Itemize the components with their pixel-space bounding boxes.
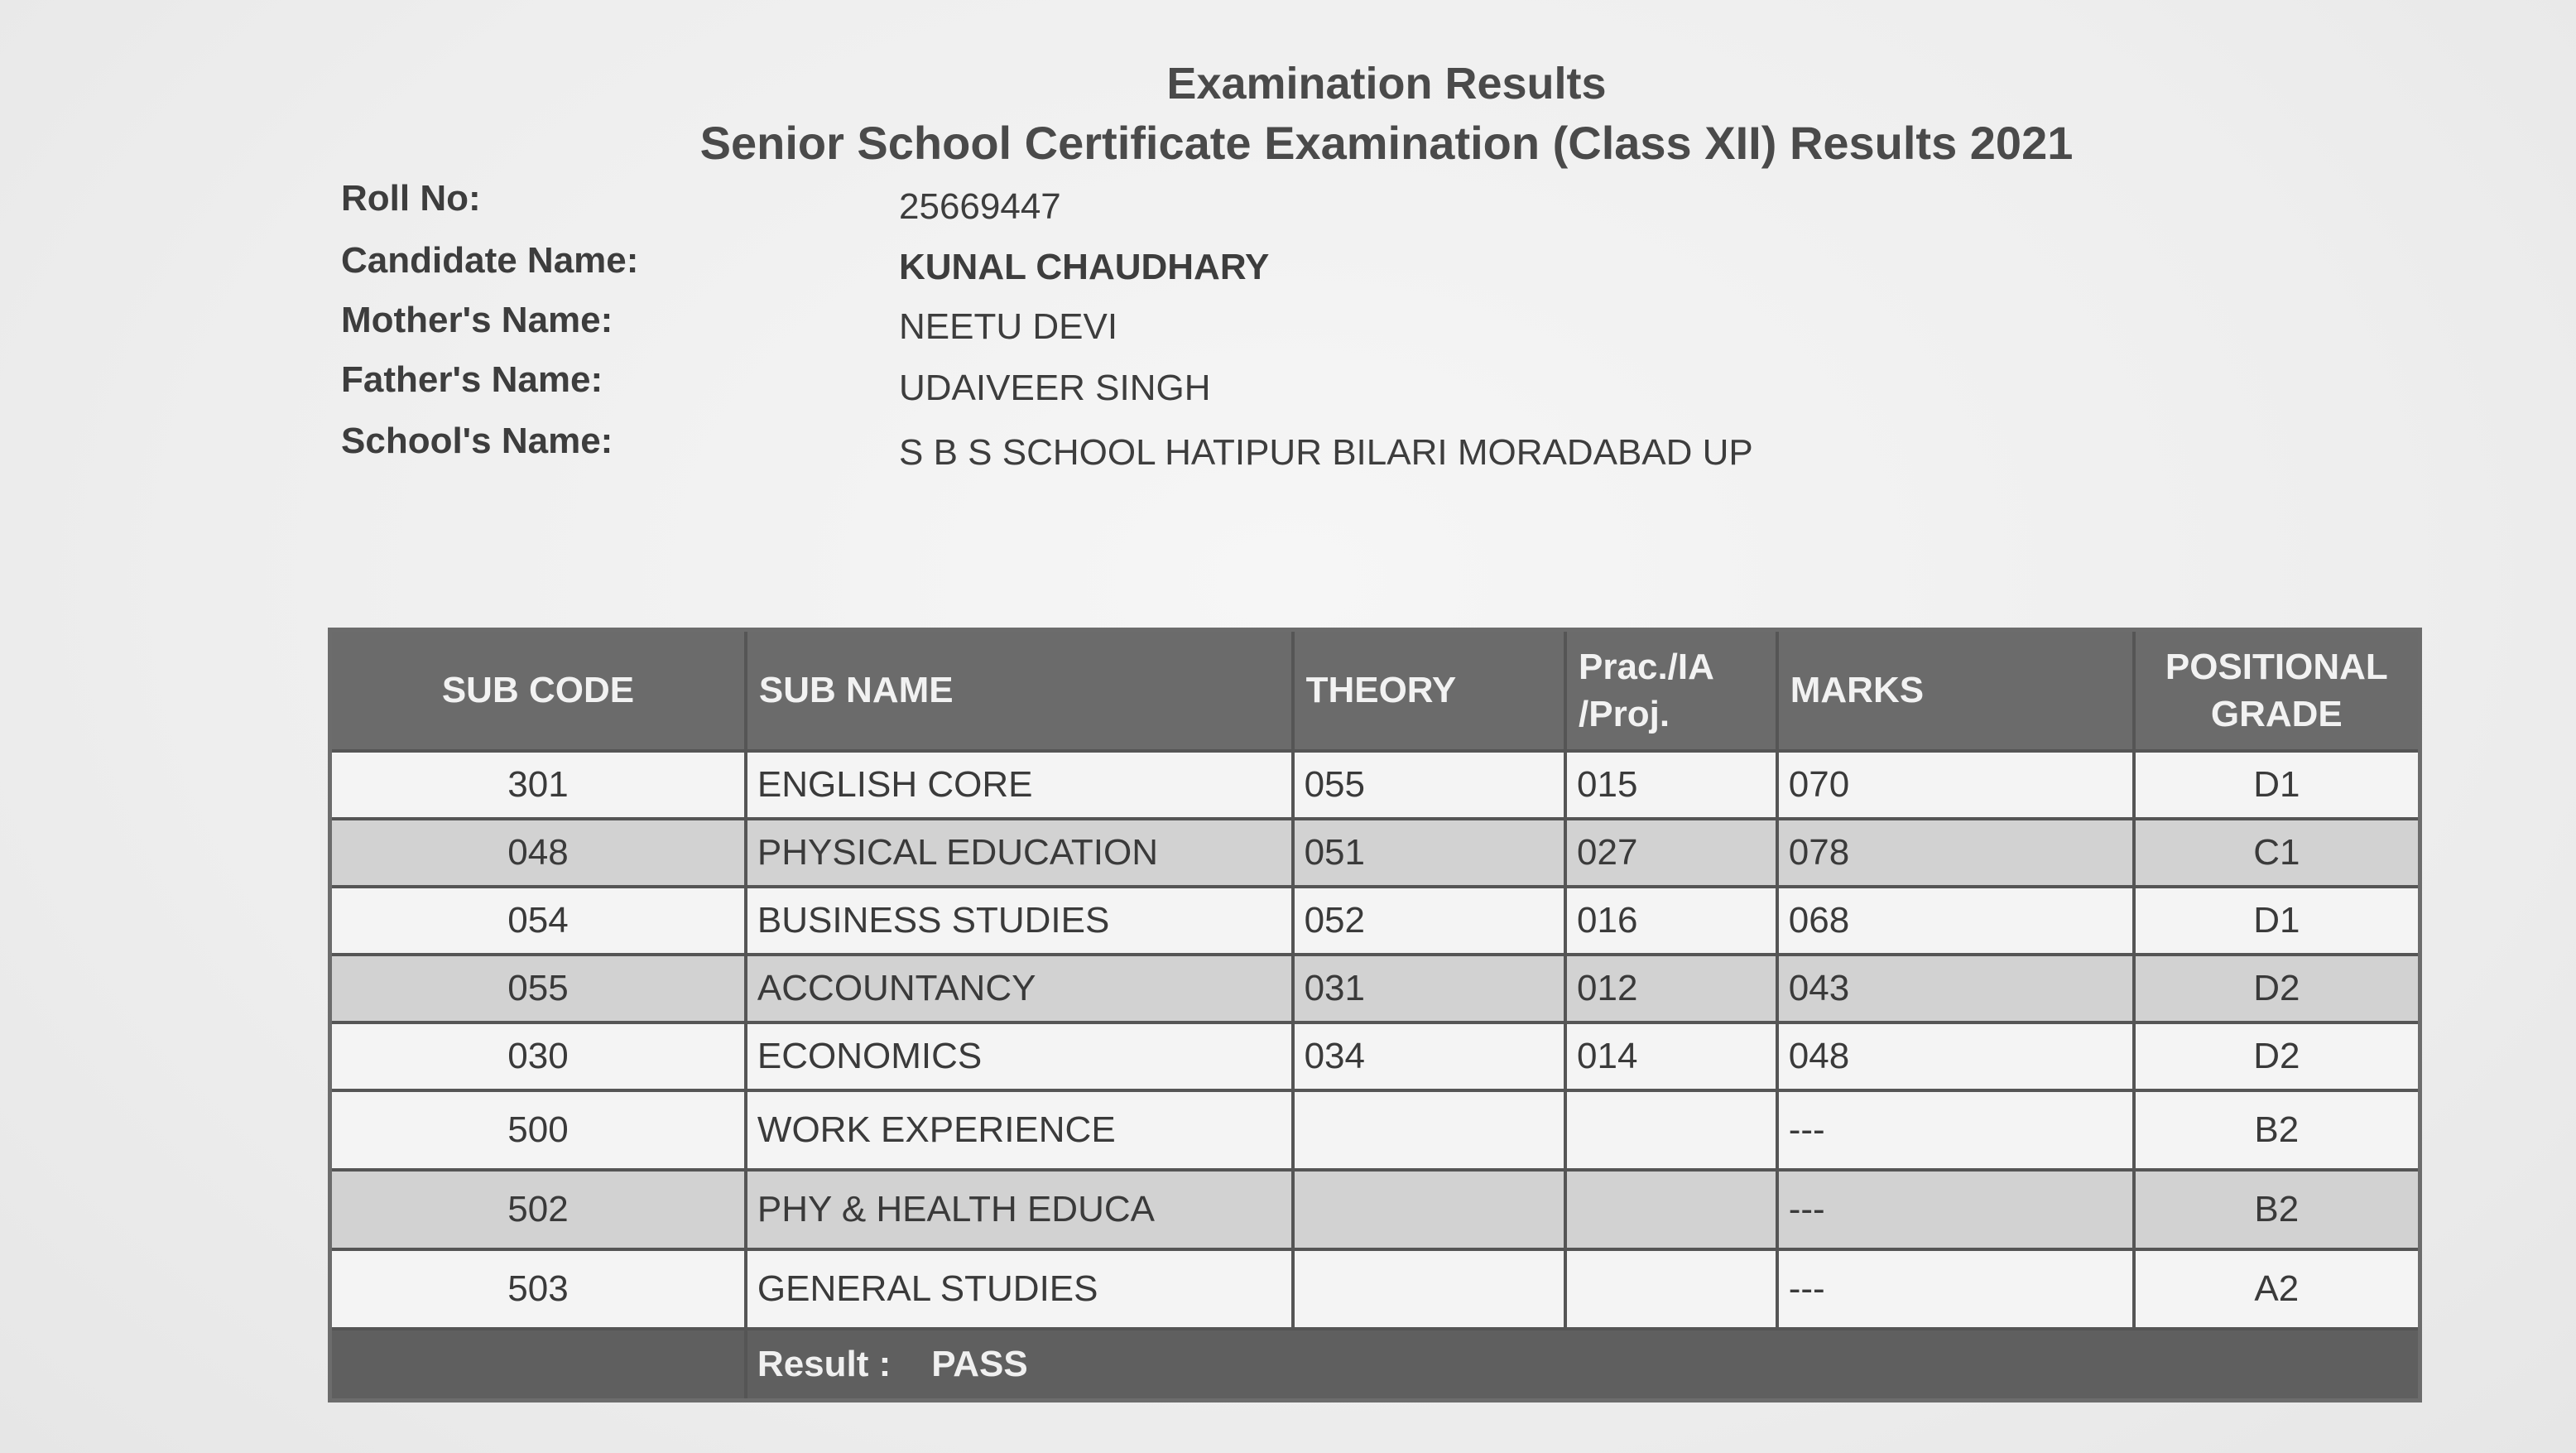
result-value: PASS <box>931 1344 1028 1384</box>
sub-code-cell: 054 <box>330 887 746 955</box>
marks-cell: 043 <box>1777 955 2134 1022</box>
sub-name-cell: ENGLISH CORE <box>746 751 1293 819</box>
sub-name-cell: ECONOMICS <box>746 1022 1293 1090</box>
table-row <box>330 887 2420 955</box>
header-positional-grade <box>2134 630 2420 752</box>
table-row <box>330 1022 2420 1090</box>
sub-code-cell: 048 <box>330 819 746 887</box>
sub-code-cell: 502 <box>330 1170 746 1249</box>
grade-cell: A2 <box>2134 1249 2420 1329</box>
header-grade-line2: GRADE <box>2210 694 2343 734</box>
practical-cell: 012 <box>1565 955 1777 1022</box>
school-name-label: School's Name: <box>341 421 613 461</box>
header-sub-code: SUB CODE <box>330 630 746 752</box>
sub-name-cell: PHYSICAL EDUCATION <box>746 819 1293 887</box>
result-label: Result : <box>757 1344 892 1384</box>
sub-code-cell: 030 <box>330 1022 746 1090</box>
table-row <box>330 751 2420 819</box>
theory-cell: 034 <box>1293 1022 1565 1090</box>
grade-cell: D1 <box>2134 887 2420 955</box>
page-subtitle: Senior School Certificate Examination (Class XII) Results 2021 <box>699 117 2074 169</box>
result-row <box>330 1329 2420 1401</box>
table-row <box>330 1170 2420 1249</box>
page-title: Examination Results <box>1166 59 1607 108</box>
practical-cell <box>1565 1249 1777 1329</box>
result-cell <box>746 1329 2420 1401</box>
header-practical-line2: /Proj. <box>1579 694 1670 734</box>
marks-table <box>328 628 2422 1402</box>
grade-cell: B2 <box>2134 1170 2420 1249</box>
theory-cell: 052 <box>1293 887 1565 955</box>
theory-cell: 051 <box>1293 819 1565 887</box>
sub-code-cell: 301 <box>330 751 746 819</box>
practical-cell <box>1565 1170 1777 1249</box>
header-grade-line1: POSITIONAL <box>2165 646 2388 687</box>
father-name-value: UDAIVEER SINGH <box>899 368 1211 408</box>
table-row <box>330 819 2420 887</box>
marks-cell: --- <box>1777 1090 2134 1170</box>
theory-cell: 031 <box>1293 955 1565 1022</box>
grade-cell: D2 <box>2134 1022 2420 1090</box>
school-name-value: S B S SCHOOL HATIPUR BILARI MORADABAD UP <box>899 432 1753 473</box>
sub-code-cell: 500 <box>330 1090 746 1170</box>
sub-name-cell: BUSINESS STUDIES <box>746 887 1293 955</box>
marks-cell: 070 <box>1777 751 2134 819</box>
grade-cell: C1 <box>2134 819 2420 887</box>
father-name-label: Father's Name: <box>341 359 603 400</box>
roll-no-value: 25669447 <box>899 186 1061 227</box>
practical-cell: 016 <box>1565 887 1777 955</box>
sub-code-cell: 055 <box>330 955 746 1022</box>
sub-name-cell: WORK EXPERIENCE <box>746 1090 1293 1170</box>
table-row <box>330 1090 2420 1170</box>
theory-cell <box>1293 1090 1565 1170</box>
sub-code-cell: 503 <box>330 1249 746 1329</box>
grade-cell: D2 <box>2134 955 2420 1022</box>
table-row <box>330 955 2420 1022</box>
theory-cell <box>1293 1170 1565 1249</box>
candidate-name-label: Candidate Name: <box>341 240 639 281</box>
table-row <box>330 1249 2420 1329</box>
grade-cell: D1 <box>2134 751 2420 819</box>
result-row-spacer <box>330 1329 746 1401</box>
marks-cell: --- <box>1777 1249 2134 1329</box>
mother-name-value: NEETU DEVI <box>899 306 1118 347</box>
mother-name-label: Mother's Name: <box>341 300 613 340</box>
header-marks: MARKS <box>1777 630 2134 752</box>
header-practical <box>1565 630 1777 752</box>
theory-cell: 055 <box>1293 751 1565 819</box>
sub-name-cell: PHY & HEALTH EDUCA <box>746 1170 1293 1249</box>
practical-cell <box>1565 1090 1777 1170</box>
sub-name-cell: GENERAL STUDIES <box>746 1249 1293 1329</box>
marks-cell: 078 <box>1777 819 2134 887</box>
header-sub-name: SUB NAME <box>746 630 1293 752</box>
grade-cell: B2 <box>2134 1090 2420 1170</box>
marks-cell: --- <box>1777 1170 2134 1249</box>
table-header-row <box>330 630 2420 752</box>
marks-cell: 068 <box>1777 887 2134 955</box>
practical-cell: 027 <box>1565 819 1777 887</box>
theory-cell <box>1293 1249 1565 1329</box>
header-theory: THEORY <box>1293 630 1565 752</box>
marks-cell: 048 <box>1777 1022 2134 1090</box>
header-practical-line1: Prac./IA <box>1579 646 1714 687</box>
sub-name-cell: ACCOUNTANCY <box>746 955 1293 1022</box>
roll-no-label: Roll No: <box>341 178 481 219</box>
practical-cell: 014 <box>1565 1022 1777 1090</box>
candidate-name-value: KUNAL CHAUDHARY <box>899 247 1270 287</box>
practical-cell: 015 <box>1565 751 1777 819</box>
